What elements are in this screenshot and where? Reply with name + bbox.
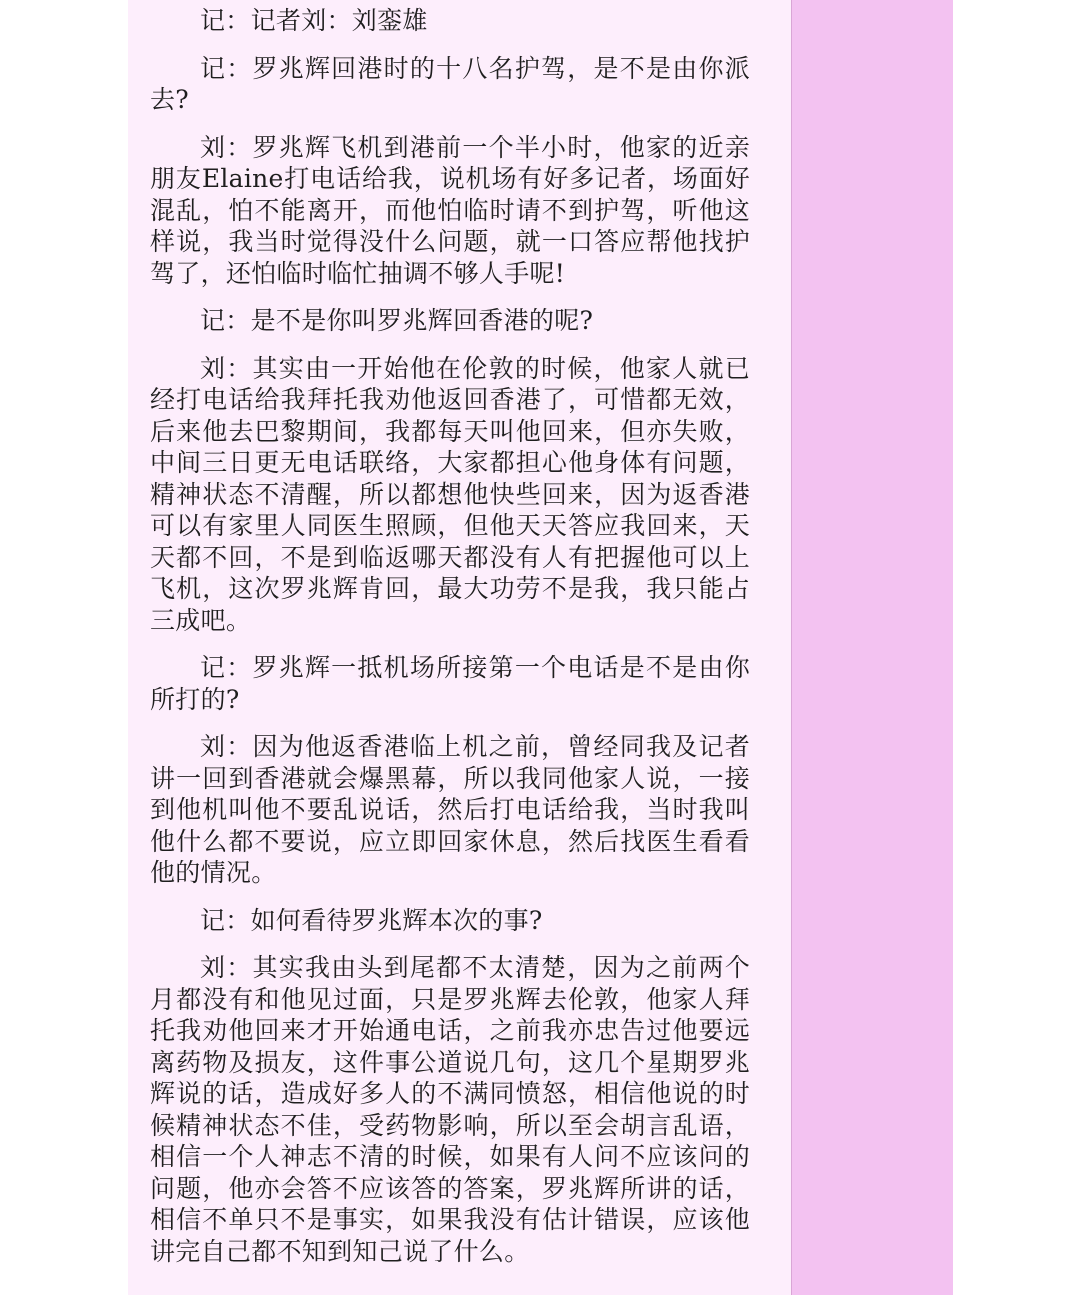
article-body bbox=[150, 5, 750, 1283]
paragraph-answer-2: 刘：其实由一开始他在伦敦的时候，他家人就已经打电话给我拜托我劝他返回香港了，可惜都无效，后来他去巴黎期间，我都每天叫他回来，但亦失败，中间三日更无电话联络，大家都担心他身体有问题，精神状态不清醒，所以都想他快些回来，因为返香港可以有家里人同医生照顾，但他天天答应我回来，天天都不回，不是到临返哪天都没有人有把握他可以上飞机，这次罗兆辉肯回，最大功劳不是我，我只能占三成吧。 bbox=[150, 353, 750, 635]
paragraph-legend: 记：记者刘：刘銮雄 bbox=[200, 6, 428, 35]
paragraph-question-4: 记：如何看待罗兆辉本次的事? bbox=[200, 905, 543, 935]
paragraph-question-1: 记：罗兆辉回港时的十八名护驾，是不是由你派去? bbox=[150, 53, 750, 114]
reader-panel[interactable] bbox=[128, 0, 791, 1295]
paragraph-answer-1: 刘：罗兆辉飞机到港前一个半小时，他家的近亲朋友Elaine打电话给我，说机场有好多记者，场面好混乱，怕不能离开，而他怕临时请不到护驾，听他这样说，我当时觉得没什么问题，就一口答应帮他找护驾了，还怕临时临忙抽调不够人手呢! bbox=[150, 132, 750, 288]
paragraph-answer-3: 刘：因为他返香港临上机之前，曾经同我及记者讲一回到香港就会爆黑幕，所以我同他家人说，一接到他机叫他不要乱说话，然后打电话给我，当时我叫他什么都不要说，应立即回家休息，然后找医生看看他的情况。 bbox=[150, 732, 750, 887]
paragraph-question-3: 记：罗兆辉一抵机场所接第一个电话是不是由你所打的? bbox=[150, 653, 750, 714]
paragraph-question-2: 记：是不是你叫罗兆辉回香港的呢? bbox=[200, 306, 594, 335]
side-panel bbox=[791, 0, 953, 1295]
paragraph-answer-4: 刘：其实我由头到尾都不太清楚，因为之前两个月都没有和他见过面，只是罗兆辉去伦敦，他家人拜托我劝他回来才开始通电话，之前我亦忠告过他要远离药物及损友，这件事公道说几句，这几个星期罗兆辉说的话，造成好多人的不满同愤怒，相信他说的时候精神状态不佳，受药物影响，所以至会胡言乱语，相信一个人神志不清的时候，如果有人问不应该问的问题，他亦会答不应该答的答案，罗兆辉所讲的话，相信不单只不是事实，如果我没有估计错误，应该他讲完自己都不知到知己说了什么。 bbox=[150, 953, 750, 1266]
